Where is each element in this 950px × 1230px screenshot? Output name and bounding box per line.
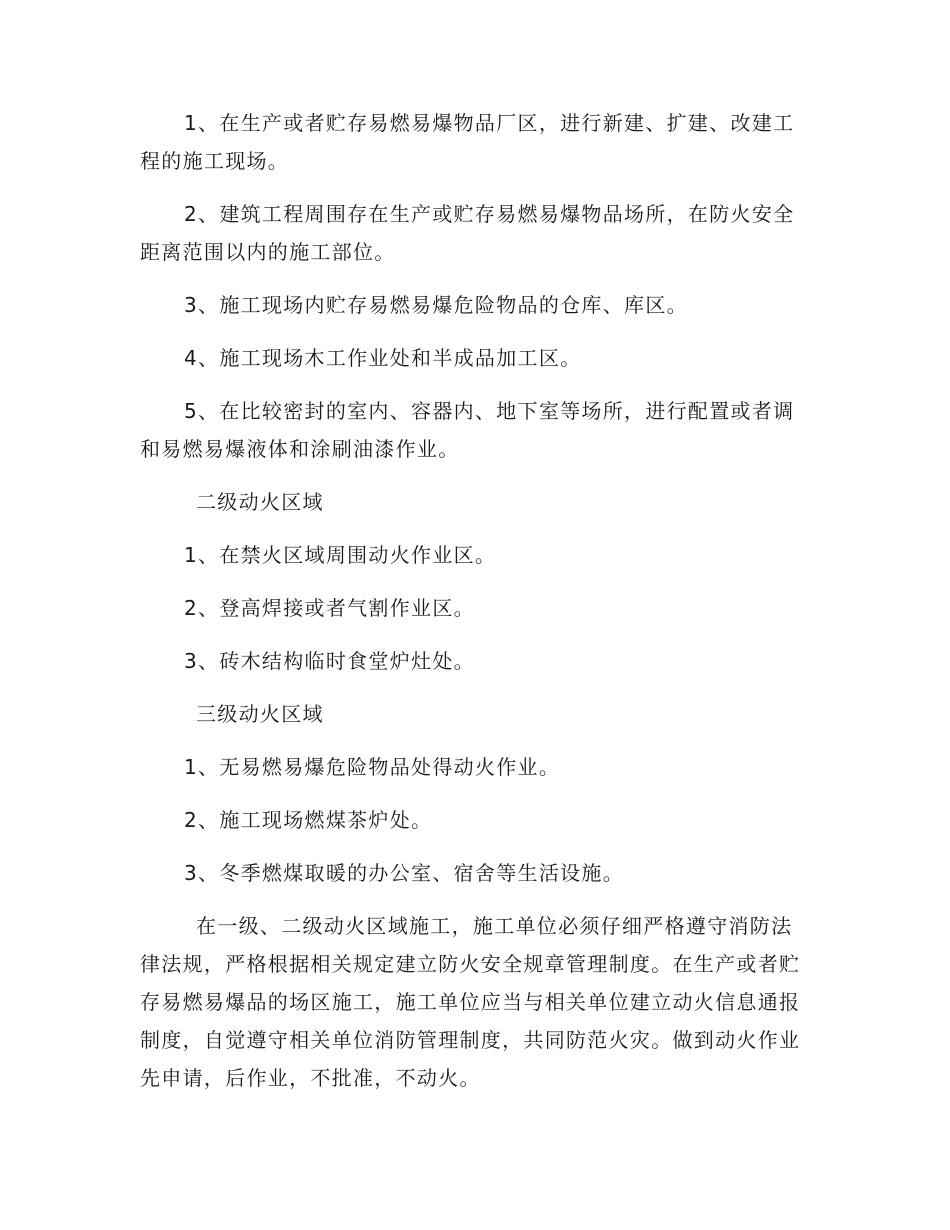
list-item: 2、施工现场燃煤茶炉处。 [184,808,433,832]
list-item: 5、在比较密封的室内、容器内、地下室等场所，进行配置或者调和易燃易爆液体和涂刷油漆作业。 [140,399,795,461]
list-item: 3、冬季燃煤取暖的办公室、宿舍等生活设施。 [184,861,625,885]
section-heading-level3: 三级动火区域 [196,702,324,726]
list-item: 1、在生产或者贮存易燃易爆物品厂区，进行新建、扩建、改建工程的施工现场。 [140,111,795,173]
list-item: 3、砖木结构临时食堂炉灶处。 [184,649,475,673]
closing-paragraph: 在一级、二级动火区域施工，施工单位必须仔细严格遵守消防法律法规，严格根据相关规定建立防火安全规章管理制度。在生产或者贮存易燃易爆品的场区施工，施工单位应当与相关单位建立动火信息通报制度，自觉遵守相关单位消防管理制度，共同防范火灾。做到动火作业先申请，后作业，不批准，不动火。 [140,914,801,1090]
section-heading-level2: 二级动火区域 [196,490,324,514]
list-item: 1、在禁火区域周围动火作业区。 [184,543,497,567]
document-body [140,104,810,1097]
list-item: 2、建筑工程周围存在生产或贮存易燃易爆物品场所，在防火安全距离范围以内的施工部位。 [140,202,795,264]
list-item: 3、施工现场内贮存易燃易爆危险物品的仓库、库区。 [184,293,688,317]
list-item: 1、无易燃易爆危险物品处得动火作业。 [184,755,561,779]
list-item: 2、登高焊接或者气割作业区。 [184,596,475,620]
list-item: 4、施工现场木工作业处和半成品加工区。 [184,346,582,370]
